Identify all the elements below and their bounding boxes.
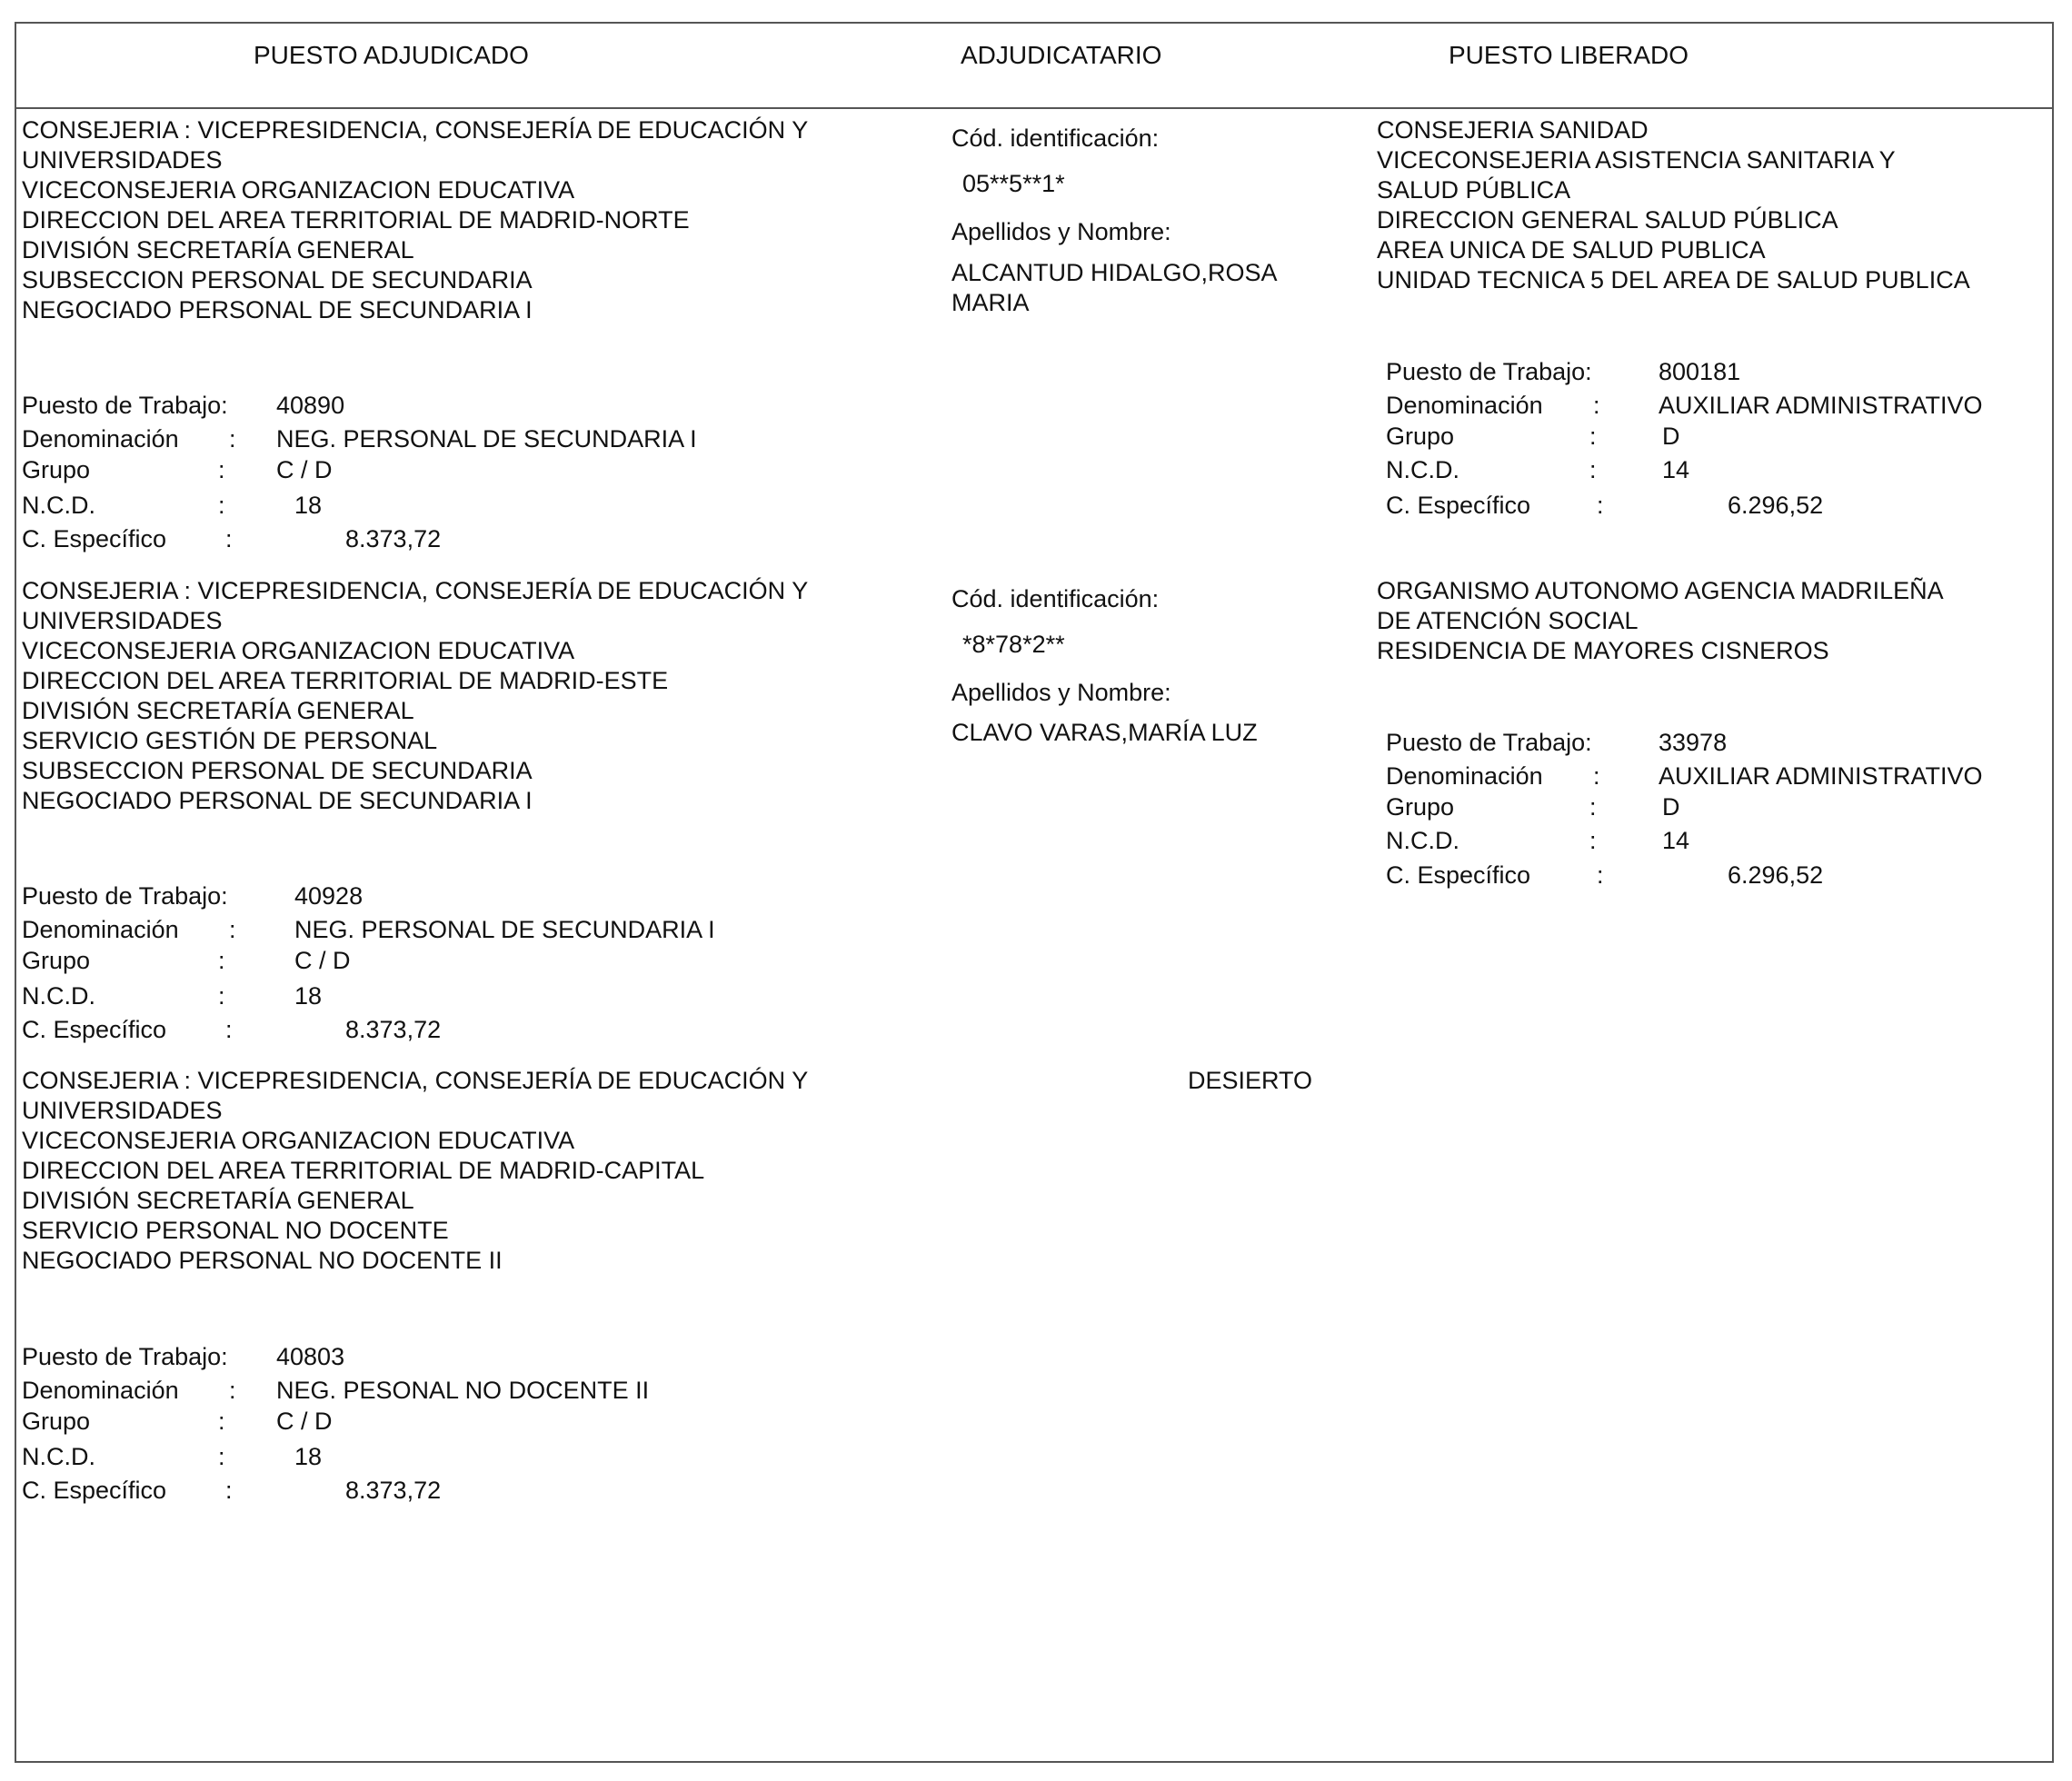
- entry-2-liberado-organization: [1377, 576, 1944, 666]
- entry-1-adjudicado-organization: [22, 115, 808, 325]
- org-line: SUBSECCION PERSONAL DE SECUNDARIA: [22, 757, 533, 784]
- especifico-value: 6.296,52: [1728, 492, 1824, 519]
- colon: :: [1597, 492, 1604, 519]
- org-line: NEGOCIADO PERSONAL DE SECUNDARIA I: [22, 296, 533, 323]
- colon: :: [218, 947, 225, 974]
- org-line: CONSEJERIA : VICEPRESIDENCIA, CONSEJERÍA DE EDUCACIÓN Y: [22, 577, 809, 604]
- org-line: SERVICIO GESTIÓN DE PERSONAL: [22, 727, 438, 754]
- org-line: UNIVERSIDADES: [22, 607, 223, 634]
- denominacion-value: NEG. PERSONAL DE SECUNDARIA I: [294, 916, 715, 943]
- puesto-label: Puesto de Trabajo:: [1386, 729, 1592, 756]
- colon: :: [218, 982, 225, 1010]
- org-line: DIRECCION DEL AREA TERRITORIAL DE MADRID-NORTE: [22, 206, 690, 234]
- org-line: DIRECCION GENERAL SALUD PÚBLICA: [1377, 206, 1838, 234]
- denominacion-label: Denominación: [22, 1377, 179, 1404]
- ncd-label: N.C.D.: [22, 492, 95, 519]
- colon: :: [1589, 456, 1597, 483]
- denominacion-label: Denominación: [1386, 392, 1543, 419]
- org-line: DIRECCION DEL AREA TERRITORIAL DE MADRID-CAPITAL: [22, 1157, 705, 1184]
- header-puesto-adjudicado: PUESTO ADJUDICADO: [254, 41, 529, 69]
- cod-label: Cód. identificación:: [951, 124, 1160, 152]
- ncd-value: 18: [294, 1443, 323, 1470]
- grupo-value: C / D: [276, 1408, 333, 1435]
- grupo-label: Grupo: [22, 947, 91, 974]
- org-line: UNIVERSIDADES: [22, 146, 223, 174]
- puesto-label: Puesto de Trabajo:: [22, 882, 228, 910]
- org-line: DE ATENCIÓN SOCIAL: [1377, 607, 1639, 634]
- colon: :: [225, 1016, 233, 1043]
- org-line: NEGOCIADO PERSONAL NO DOCENTE II: [22, 1247, 503, 1274]
- ncd-value: 14: [1662, 827, 1690, 854]
- colon: :: [229, 425, 236, 453]
- especifico-value: 8.373,72: [345, 525, 442, 552]
- org-line: SERVICIO PERSONAL NO DOCENTE: [22, 1217, 449, 1244]
- org-line: NEGOCIADO PERSONAL DE SECUNDARIA I: [22, 787, 533, 814]
- puesto-value: 33978: [1659, 729, 1728, 756]
- org-line: RESIDENCIA DE MAYORES CISNEROS: [1377, 637, 1829, 664]
- adjudicatario-name: ALCANTUD HIDALGO,ROSA MARIA: [951, 259, 1277, 316]
- puesto-label: Puesto de Trabajo:: [22, 392, 228, 419]
- org-line: CONSEJERIA : VICEPRESIDENCIA, CONSEJERÍA DE EDUCACIÓN Y: [22, 116, 809, 144]
- denominacion-label: Denominación: [22, 425, 179, 453]
- especifico-label: C. Específico: [1386, 861, 1531, 889]
- grupo-value: C / D: [294, 947, 351, 974]
- org-line: SUBSECCION PERSONAL DE SECUNDARIA: [22, 266, 533, 294]
- especifico-label: C. Específico: [22, 1016, 167, 1043]
- colon: :: [1589, 793, 1597, 821]
- ncd-label: N.C.D.: [22, 982, 95, 1010]
- especifico-value: 6.296,52: [1728, 861, 1824, 889]
- denominacion-label: Denominación: [1386, 762, 1543, 790]
- puesto-value: 40928: [294, 882, 364, 910]
- grupo-label: Grupo: [1386, 793, 1455, 821]
- entry-1-liberado-organization: [1377, 115, 1970, 295]
- ncd-label: N.C.D.: [22, 1443, 95, 1470]
- denominacion-value: NEG. PERSONAL DE SECUNDARIA I: [276, 425, 697, 453]
- cod-value: 05**5**1*: [962, 170, 1065, 197]
- ncd-value: 18: [294, 982, 323, 1010]
- especifico-value: 8.373,72: [345, 1477, 442, 1504]
- ncd-value: 18: [294, 492, 323, 519]
- entry-3-adjudicado-organization: [22, 1066, 808, 1276]
- especifico-value: 8.373,72: [345, 1016, 442, 1043]
- grupo-label: Grupo: [22, 1408, 91, 1435]
- puesto-value: 40890: [276, 392, 345, 419]
- header-puesto-liberado: PUESTO LIBERADO: [1449, 41, 1689, 69]
- org-line: UNIDAD TECNICA 5 DEL AREA DE SALUD PUBLICA: [1377, 266, 1970, 294]
- colon: :: [1593, 392, 1600, 419]
- org-line: VICECONSEJERIA ORGANIZACION EDUCATIVA: [22, 1127, 575, 1154]
- puesto-label: Puesto de Trabajo:: [22, 1343, 228, 1370]
- colon: :: [229, 916, 236, 943]
- colon: :: [229, 1377, 236, 1404]
- ncd-label: N.C.D.: [1386, 456, 1459, 483]
- org-line: CONSEJERIA SANIDAD: [1377, 116, 1649, 144]
- org-line: DIVISIÓN SECRETARÍA GENERAL: [22, 1187, 414, 1214]
- denominacion-value: AUXILIAR ADMINISTRATIVO: [1659, 762, 1983, 790]
- org-line: CONSEJERIA : VICEPRESIDENCIA, CONSEJERÍA DE EDUCACIÓN Y: [22, 1067, 809, 1094]
- colon: :: [225, 1477, 233, 1504]
- colon: :: [1589, 423, 1597, 450]
- org-line: UNIVERSIDADES: [22, 1097, 223, 1124]
- apellidos-label: Apellidos y Nombre:: [951, 218, 1171, 245]
- apellidos-label: Apellidos y Nombre:: [951, 679, 1171, 706]
- ncd-value: 14: [1662, 456, 1690, 483]
- adjudicatario-name: CLAVO VARAS,MARÍA LUZ: [951, 719, 1258, 746]
- header-adjudicatario: ADJUDICATARIO: [961, 41, 1162, 69]
- org-line: AREA UNICA DE SALUD PUBLICA: [1377, 236, 1766, 264]
- grupo-label: Grupo: [22, 456, 91, 483]
- puesto-value: 40803: [276, 1343, 345, 1370]
- org-line: VICECONSEJERIA ORGANIZACION EDUCATIVA: [22, 637, 575, 664]
- org-line: ORGANISMO AUTONOMO AGENCIA MADRILEÑA: [1377, 577, 1944, 604]
- grupo-label: Grupo: [1386, 423, 1455, 450]
- org-line: DIRECCION DEL AREA TERRITORIAL DE MADRID-ESTE: [22, 667, 669, 694]
- cod-label: Cód. identificación:: [951, 585, 1160, 612]
- ncd-label: N.C.D.: [1386, 827, 1459, 854]
- especifico-label: C. Específico: [1386, 492, 1531, 519]
- puesto-value: 800181: [1659, 358, 1741, 385]
- entry-2-adjudicado-organization: [22, 576, 808, 816]
- colon: :: [1593, 762, 1600, 790]
- org-line: VICECONSEJERIA ORGANIZACION EDUCATIVA: [22, 176, 575, 204]
- grupo-value: C / D: [276, 456, 333, 483]
- cod-value: *8*78*2**: [962, 631, 1065, 658]
- especifico-label: C. Específico: [22, 525, 167, 552]
- colon: :: [1589, 827, 1597, 854]
- colon: :: [218, 492, 225, 519]
- org-line: VICECONSEJERIA ASISTENCIA SANITARIA Y: [1377, 146, 1896, 174]
- grupo-value: D: [1662, 793, 1680, 821]
- especifico-label: C. Específico: [22, 1477, 167, 1504]
- denominacion-label: Denominación: [22, 916, 179, 943]
- org-line: SALUD PÚBLICA: [1377, 176, 1571, 204]
- grupo-value: D: [1662, 423, 1680, 450]
- colon: :: [225, 525, 233, 552]
- denominacion-value: NEG. PESONAL NO DOCENTE II: [276, 1377, 650, 1404]
- desierto-status: DESIERTO: [1188, 1067, 1313, 1094]
- colon: :: [218, 456, 225, 483]
- colon: :: [218, 1408, 225, 1435]
- colon: :: [218, 1443, 225, 1470]
- denominacion-value: AUXILIAR ADMINISTRATIVO: [1659, 392, 1983, 419]
- colon: :: [1597, 861, 1604, 889]
- puesto-label: Puesto de Trabajo:: [1386, 358, 1592, 385]
- org-line: DIVISIÓN SECRETARÍA GENERAL: [22, 236, 414, 264]
- org-line: DIVISIÓN SECRETARÍA GENERAL: [22, 697, 414, 724]
- header-divider: [15, 107, 2054, 109]
